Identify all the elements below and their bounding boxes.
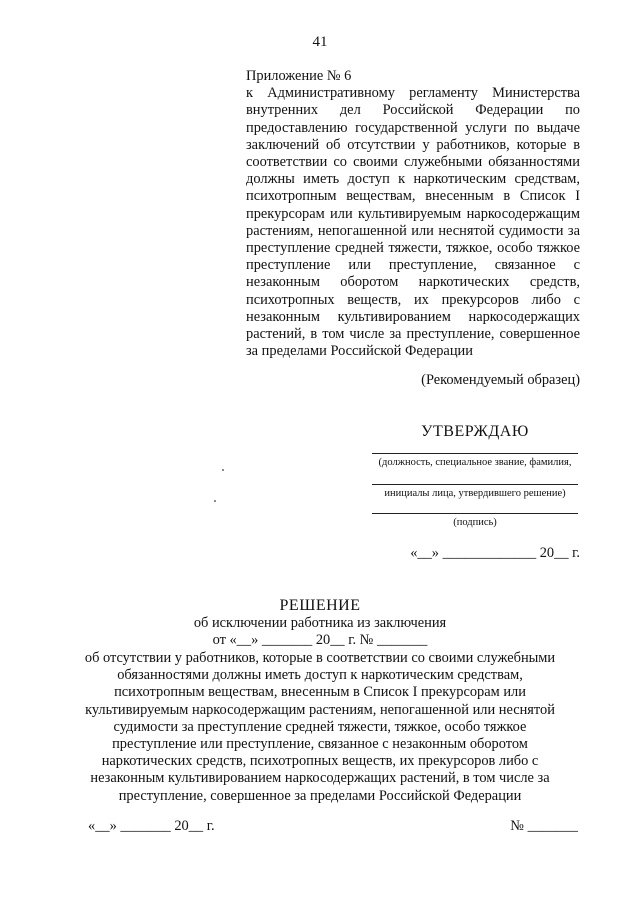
position-name-caption: (должность, специальное звание, фамилия,: [378, 457, 572, 468]
scan-speck: [214, 500, 216, 502]
signature-caption: (подпись): [453, 517, 497, 528]
decision-subtitle: об исключении работника из заключения: [193, 615, 447, 631]
initials-caption: инициалы лица, утвердившего решение): [384, 488, 566, 499]
decision-number-line: от «__» _______ 20__ г. № _______: [212, 632, 428, 648]
sample-note: (Рекомендуемый образец): [421, 372, 580, 388]
position-name-line: [372, 453, 578, 454]
footer-number-line: № _______: [510, 818, 578, 834]
page-number: 41: [312, 34, 328, 50]
initials-line: [372, 484, 578, 485]
footer-date-line: «__» _______ 20__ г.: [88, 818, 215, 834]
signature-line: [372, 513, 578, 514]
appendix-text: к Административному регламенту Министерства внутренних дел Российской Федерации по предоставлению государственной услуги по выдаче заключений об отсутствии у работников, которые в соответствии со своими служебными обязанностями должны иметь доступ к наркотическим средствам, психотропным веществам, внесенным в Список I прекурсорам или культивируемым наркосодержащим растениям, непогашенной или неснятой судимости за преступление средней тяжести, тяжкое, особо тяжкое преступление или преступление, связанное с незаконным оборотом наркотических средств, психотропных веществ, их прекурсоров либо с незаконным культивированием наркосодержащих растений, в том числе за преступление, совершенное за пределами Российской Федерации: [246, 85, 580, 360]
approval-date-line: «__» _____________ 20__ г.: [410, 545, 580, 561]
appendix-title: Приложение № 6: [246, 68, 352, 84]
decision-body: об отсутствии у работников, которые в соответствии со своими служебными обязанностями должны иметь доступ к наркотическим средствам, психотропным веществам, внесенным в Список I прекурсорам или культивируемым наркосодержащим растениям, непогашенной или неснятой судимости за преступление средней тяжести, тяжкое, особо тяжкое преступление или преступление, связанное с незаконным оборотом наркотических средств, психотропных веществ, их прекурсоров либо с незаконным культивированием наркосодержащих растений, в том числе за преступление, совершенное за пределами Российской Федерации: [84, 650, 556, 804]
decision-title: РЕШЕНИЕ: [279, 597, 361, 614]
approval-heading: УТВЕРЖДАЮ: [421, 423, 529, 440]
scan-speck: [222, 469, 224, 471]
appendix-block: [246, 68, 580, 360]
